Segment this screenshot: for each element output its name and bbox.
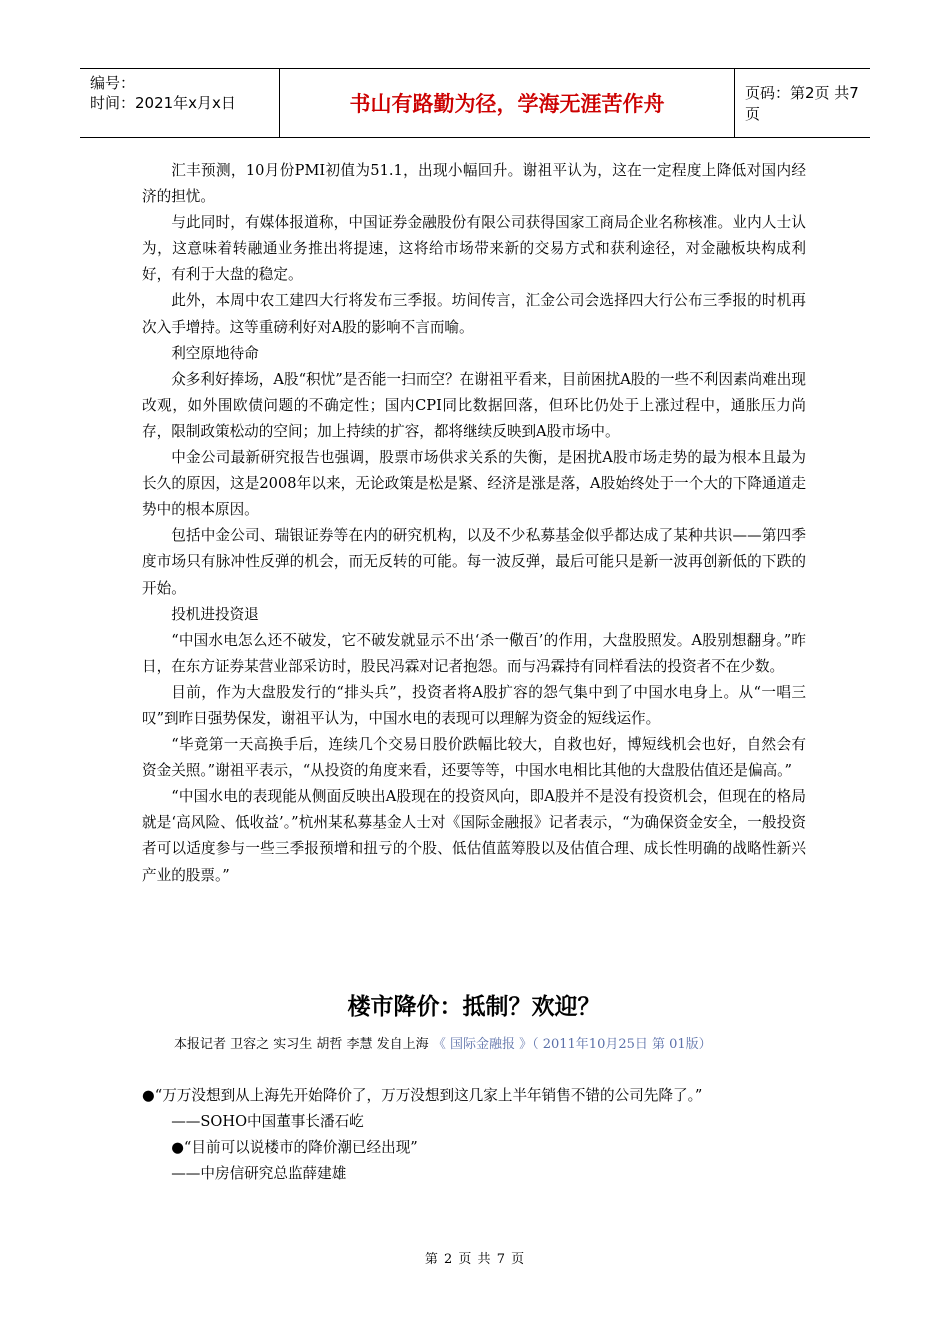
header-page-number: 页码：第2页 共7页	[745, 84, 859, 123]
page-header	[80, 68, 870, 138]
paragraph: 此外，本周中农工建四大行将发布三季报。坊间传言，汇金公司会选择四大行公布三季报的时机再次入手增持。这等重磅利好对A股的影响不言而喻。	[142, 292, 806, 336]
paragraph: “毕竟第一天高换手后，连续几个交易日股价跌幅比较大，自救也好，博短线机会也好，自然会有资金关照。”谢祖平表示，“从投资的角度来看，还要等等，中国水电相比其他的大盘股估值还是偏高。”	[142, 736, 806, 780]
article-title: 楼市降价：抵制？欢迎？	[347, 994, 601, 1020]
code-label: 编号：	[90, 74, 136, 92]
quote-attribution: ——SOHO中国董事长潘石屹	[171, 1113, 364, 1130]
paragraph: 与此同时，有媒体报道称，中国证券金融股份有限公司获得国家工商局企业名称核准。业内人士认为，这意味着转融通业务推出将提速，这将给市场带来新的交易方式和获利途径，对金融板块构成利好，有利于大盘的稳定。	[142, 214, 806, 284]
section-heading: 投机进投资退	[171, 605, 259, 623]
header-motto: 书山有路勤为径，学海无涯苦作舟	[280, 69, 735, 137]
paragraph: 包括中金公司、瑞银证券等在内的研究机构，以及不少私募基金似乎都达成了某种共识——第四季度市场只有脉冲性反弹的机会，而无反转的可能。每一波反弹，最后可能只是新一波再创新低的下跌的开始。	[142, 527, 806, 597]
date-label: 时间：2021年x月x日	[90, 94, 236, 112]
paragraph: 中金公司最新研究报告也强调，股票市场供求关系的失衡，是困扰A股市场走势的最为根本且最为长久的原因，这是2008年以来，无论政策是松是紧、经济是涨是落，A股始终处于一个大的下降通道走势中的根本原因。	[142, 449, 806, 519]
article-byline	[174, 1034, 806, 1056]
quote-list	[142, 1083, 806, 1187]
byline-authors: 本报记者 卫容之 实习生 胡哲 李慧 发自上海	[174, 1037, 429, 1052]
paragraph: 众多利好捧场，A股“积忧”是否能一扫而空？在谢祖平看来，目前困扰A股的一些不利因素尚难出现改观，如外围欧债问题的不确定性；国内CPI同比数据回落，但环比仍处于上涨过程中，通胀压力尚存，限制政策松动的空间；加上持续的扩容，都将继续反映到A股市场中。	[142, 370, 806, 440]
quote-attribution: ——中房信研究总监薛建雄	[171, 1165, 347, 1182]
header-meta	[80, 69, 280, 137]
page-footer: 第 2 页 共 7 页	[424, 1252, 526, 1267]
byline-publication: 《 国际金融报 》（ 2011年10月25日 第 01版）	[432, 1037, 712, 1052]
paragraph: 目前，作为大盘股发行的“排头兵”，投资者将A股扩容的怨气集中到了中国水电身上。从“一唱三叹”到昨日强势保发，谢祖平认为，中国水电的表现可以理解为资金的短线运作。	[142, 683, 806, 727]
article-body	[142, 158, 806, 889]
quote-item: ●“目前可以说楼市的降价潮已经出现”	[171, 1139, 418, 1156]
paragraph: “中国水电怎么还不破发，它不破发就显示不出‘杀一儆百’的作用，大盘股照发。A股别想翻身。”昨日，在东方证券某营业部采访时，股民冯霖对记者抱怨。而与冯霖持有同样看法的投资者不在少数。	[142, 631, 806, 675]
section-heading: 利空原地待命	[171, 344, 259, 362]
paragraph: 汇丰预测，10月份PMI初值为51.1，出现小幅回升。谢祖平认为，这在一定程度上降低对国内经济的担忧。	[142, 162, 806, 206]
quote-item: ●“万万没想到从上海先开始降价了，万万没想到这几家上半年销售不错的公司先降了。”	[142, 1087, 703, 1104]
paragraph: “中国水电的表现能从侧面反映出A股现在的投资风向，即A股并不是没有投资机会，但现在的格局就是‘高风险、低收益’。”杭州某私募基金人士对《国际金融报》记者表示，“为确保资金安全，一般投资者可以适度参与一些三季报预增和扭亏的个股、低估值蓝筹股以及估值合理、成长性明确的战略性新兴产业的股票。”	[142, 788, 806, 884]
